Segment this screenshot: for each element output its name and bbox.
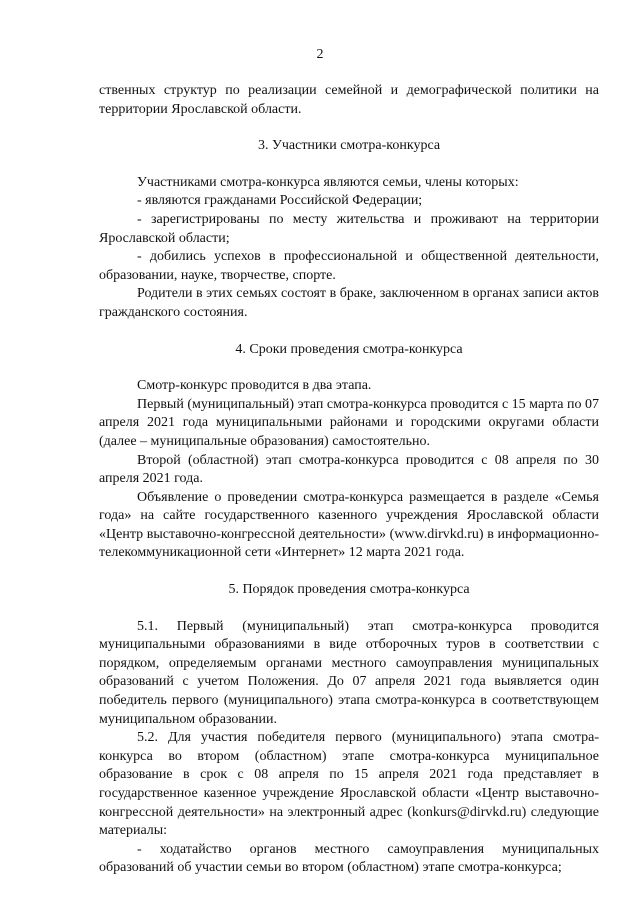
section-4-paragraph: Объявление о проведении смотра-конкурса размещается в разделе «Семья года» на сайте государственного казенного учреждения Ярославской области «Центр выставочно-конгрессной деятельности» (www.dirvkd.ru) в информационно-телекоммуникационной сети «Интернет» 12 марта 2021 года. [99, 489, 599, 561]
section-5-heading: 5. Порядок проведения смотра-конкурса [228, 582, 470, 598]
section-4-paragraph: Смотр-конкурс проводится в два этапа. [137, 378, 372, 394]
section-5-paragraph: - ходатайство органов местного самоуправления муниципальных образований об участии семьи во втором (областном) этапе смотра-конкурса; [99, 841, 599, 876]
section-3-paragraph: - являются гражданами Российской Федерации; [137, 193, 423, 209]
section-4-paragraph: Второй (областной) этап смотра-конкурса проводится с 08 апреля по 30 апреля 2021 года. [99, 452, 599, 487]
intro-paragraph: ственных структур по реализации семейной и демографической политики на территории Ярославской области. [99, 83, 599, 117]
section-5-paragraph: 5.2. Для участия победителя первого (муниципального) этапа смотра-конкурса во втором (областном) этапе смотра-конкурса муниципальное образование в срок с 08 апреля по 15 апреля 2021 года представляет в государственное казенное учреждение Ярославской области «Центр выставочно-конгрессной деятельности» на электронный адрес (konkurs@dirvkd.ru) следующие материалы: [99, 730, 599, 839]
section-3-paragraph: - зарегистрированы по месту жительства и проживают на территории Ярославской области; [99, 211, 599, 246]
section-3-paragraph: Родители в этих семьях состоят в браке, заключенном в органах записи актов гражданского состояния. [99, 286, 599, 320]
section-4-heading: 4. Сроки проведения смотра-конкурса [235, 341, 463, 357]
section-3-paragraph: Участниками смотра-конкурса являются семьи, члены которых: [137, 174, 519, 190]
document-body [99, 82, 599, 878]
section-4-paragraph: Первый (муниципальный) этап смотра-конкурса проводится с 15 марта по 07 апреля 2021 года муниципальными районами и городскими округами области (далее – муниципальные образования) самостоятельно. [99, 396, 599, 449]
section-3-heading: 3. Участники смотра-конкурса [257, 138, 441, 154]
section-3-paragraph: - добились успехов в профессиональной и общественной деятельности, образовании, науке, творчестве, спорте. [99, 249, 599, 283]
section-5-paragraph: 5.1. Первый (муниципальный) этап смотра-конкурса проводится муниципальными образованиями в виде отборочных туров в соответствии с порядком, определяемым органами местного самоуправления муниципальных образований с учетом Положения. До 07 апреля 2021 года выявляется один победитель первого (муниципального) этапа смотра-конкурса в соответствующем муниципальном образовании. [99, 618, 599, 727]
page-number: 2 [316, 47, 324, 62]
